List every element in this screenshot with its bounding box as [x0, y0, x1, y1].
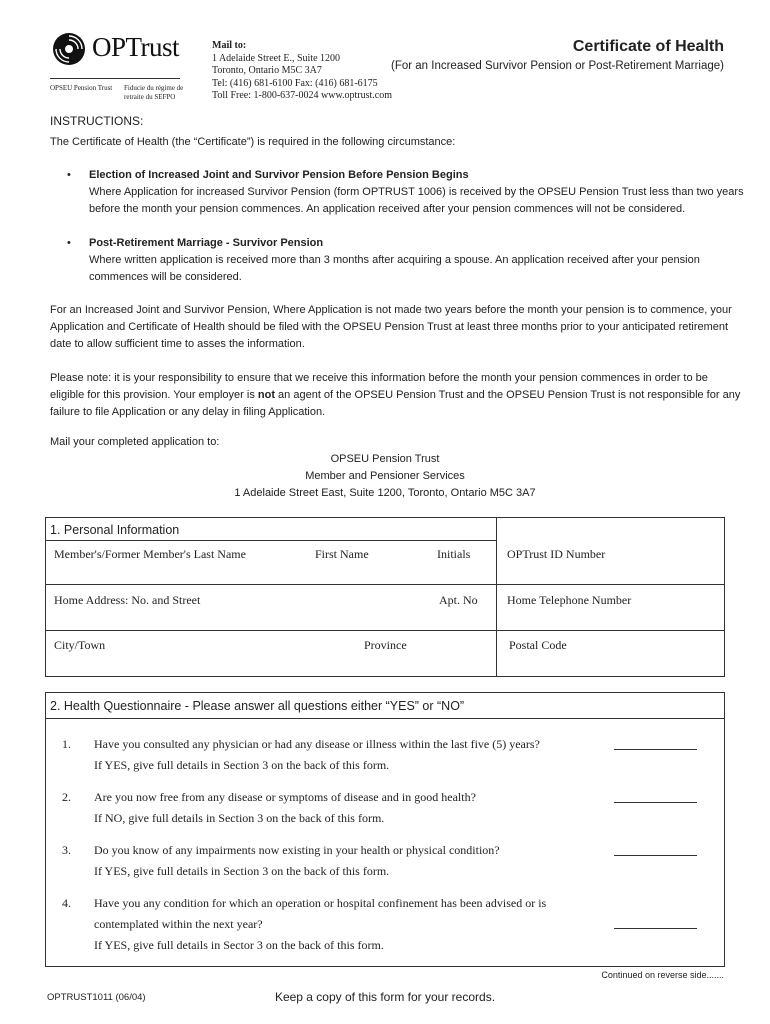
question-number: 2.	[62, 790, 71, 804]
note-text: an agent of the OPSEU Pension Trust and the OPSEU Pension Trust is not responsible for any	[275, 389, 741, 401]
logo-divider	[50, 78, 180, 79]
question-line: If YES, give full details in Sector 3 on the back of this form.	[94, 938, 384, 952]
form-code: OPTRUST1011 (06/04)	[47, 992, 146, 1003]
optrust-logo-icon	[52, 32, 86, 66]
question-text	[94, 734, 540, 776]
continued-note: Continued on reverse side.......	[601, 970, 724, 980]
question-line: Are you now free from any disease or symptoms of disease and in good health?	[94, 790, 476, 804]
question-line: If YES, give full details in Section 3 on the back of this form.	[94, 758, 390, 772]
paragraph-line: failure to file Application or any delay in filing Application.	[50, 406, 326, 418]
mail-address	[0, 451, 770, 502]
question-line: contemplated within the next year?	[94, 917, 263, 931]
question-text	[94, 787, 476, 829]
bullet-title: Post-Retirement Marriage - Survivor Pension	[89, 237, 324, 249]
paragraph-line: Please note: it is your responsibility to ensure that we receive this information before the month your pension commences in order to be	[50, 372, 708, 384]
paragraph-line: date to allow sufficient time to asses the information.	[50, 338, 305, 350]
mail-to-block	[212, 40, 392, 103]
city-field[interactable]: City/Town	[54, 638, 106, 652]
paragraph-line	[50, 387, 740, 404]
instructions-intro: The Certificate of Health (the “Certificate”) is required in the following circumstance:	[50, 136, 456, 148]
page-subtitle: (For an Increased Survivor Pension or Post-Retirement Marriage)	[391, 60, 724, 72]
home-telephone-field[interactable]: Home Telephone Number	[507, 593, 632, 607]
question-line: Have you consulted any physician or had any disease or illness within the last five (5) years?	[94, 737, 540, 751]
bullet-text: commences will be considered.	[89, 271, 242, 283]
instructions-paragraph	[50, 302, 732, 353]
mail-heading: Mail your completed application to:	[50, 436, 220, 448]
bullet-text: Where Application for increased Survivor Pension (form OPTRUST 1006) is received by the OPSEU Pension Trust less than two years	[89, 186, 744, 198]
address-line: OPSEU Pension Trust	[330, 453, 440, 465]
question-text	[94, 893, 546, 956]
instruction-bullet	[67, 167, 744, 218]
answer-line-q1[interactable]	[614, 749, 697, 750]
apt-number-field[interactable]: Apt. No	[439, 593, 478, 607]
question-line: If NO, give full details in Section 3 on the back of this form.	[94, 811, 385, 825]
divider	[45, 718, 725, 719]
optrust-id-field[interactable]: OPTrust ID Number	[507, 547, 606, 561]
instructions-heading: INSTRUCTIONS:	[50, 114, 144, 128]
bullet-text: before the month your pension commences. An application received after your pension commences will not be considered.	[89, 203, 686, 215]
divider	[496, 517, 497, 677]
initials-field[interactable]: Initials	[437, 547, 471, 561]
section2-title: 2. Health Questionnaire - Please answer all questions either “YES” or “NO”	[50, 699, 465, 713]
bullet-title: Election of Increased Joint and Survivor Pension Before Pension Begins	[89, 169, 469, 181]
bullet-icon: •	[67, 169, 71, 181]
bullet-text: Where written application is received more than 3 months after acquiring a spouse. An application received after your pension	[89, 254, 700, 266]
question-line: Do you know of any impairments now existing in your health or physical condition?	[94, 843, 500, 857]
mail-line: Toronto, Ontario M5C 3A7	[212, 65, 322, 76]
answer-line-q2[interactable]	[614, 802, 697, 803]
answer-line-q4[interactable]	[614, 928, 697, 929]
province-field[interactable]: Province	[364, 638, 407, 652]
paragraph-line: Application and Certificate of Health should be filed with the OPSEU Pension Trust at least three months prior to your anticipated retirement	[50, 321, 729, 333]
question-number: 3.	[62, 843, 71, 857]
question-text	[94, 840, 500, 882]
question-line: Have you any condition for which an operation or hospital confinement has been advised or is	[94, 896, 547, 910]
mail-line: Toll Free: 1-800-637-0024 www.optrust.com	[212, 90, 393, 101]
question-number: 1.	[62, 737, 71, 751]
answer-line-q3[interactable]	[614, 855, 697, 856]
note-emphasis: not	[257, 389, 275, 401]
paragraph-line: For an Increased Joint and Survivor Pension, Where Application is not made two years before the month your pension is to commence, your	[50, 304, 732, 316]
logo-name: OPTrust	[92, 32, 180, 62]
address-line: 1 Adelaide Street East, Suite 1200, Toronto, Ontario M5C 3A7	[234, 487, 536, 499]
bullet-icon: •	[67, 237, 71, 249]
first-name-field[interactable]: First Name	[315, 547, 369, 561]
last-name-field[interactable]: Member's/Former Member's Last Name	[54, 547, 246, 561]
divider	[45, 540, 497, 541]
page-title: Certificate of Health	[572, 38, 724, 55]
logo-subtitle-en: OPSEU Pension Trust	[50, 84, 113, 92]
divider	[45, 584, 725, 585]
postal-code-field[interactable]: Postal Code	[509, 638, 567, 652]
section1-title: 1. Personal Information	[50, 523, 180, 537]
divider	[45, 630, 725, 631]
question-line: If YES, give full details in Section 3 on the back of this form.	[94, 864, 390, 878]
mail-to-label: Mail to:	[212, 40, 247, 51]
address-line: Member and Pensioner Services	[305, 470, 465, 482]
mail-line: Tel: (416) 681-6100 Fax: (416) 681-6175	[212, 77, 378, 89]
instruction-bullet	[67, 235, 729, 286]
question-number: 4.	[62, 896, 71, 910]
note-text: eligible for this provision. Your employer is	[50, 389, 258, 401]
home-address-field[interactable]: Home Address: No. and Street	[54, 593, 201, 607]
mail-line: 1 Adelaide Street E., Suite 1200	[212, 52, 341, 64]
instructions-note	[50, 370, 740, 421]
keep-copy-note: Keep a copy of this form for your records.	[274, 990, 496, 1004]
logo-subtitle-fr: Fiducie du régime de retraite du SEFPO	[124, 84, 184, 101]
